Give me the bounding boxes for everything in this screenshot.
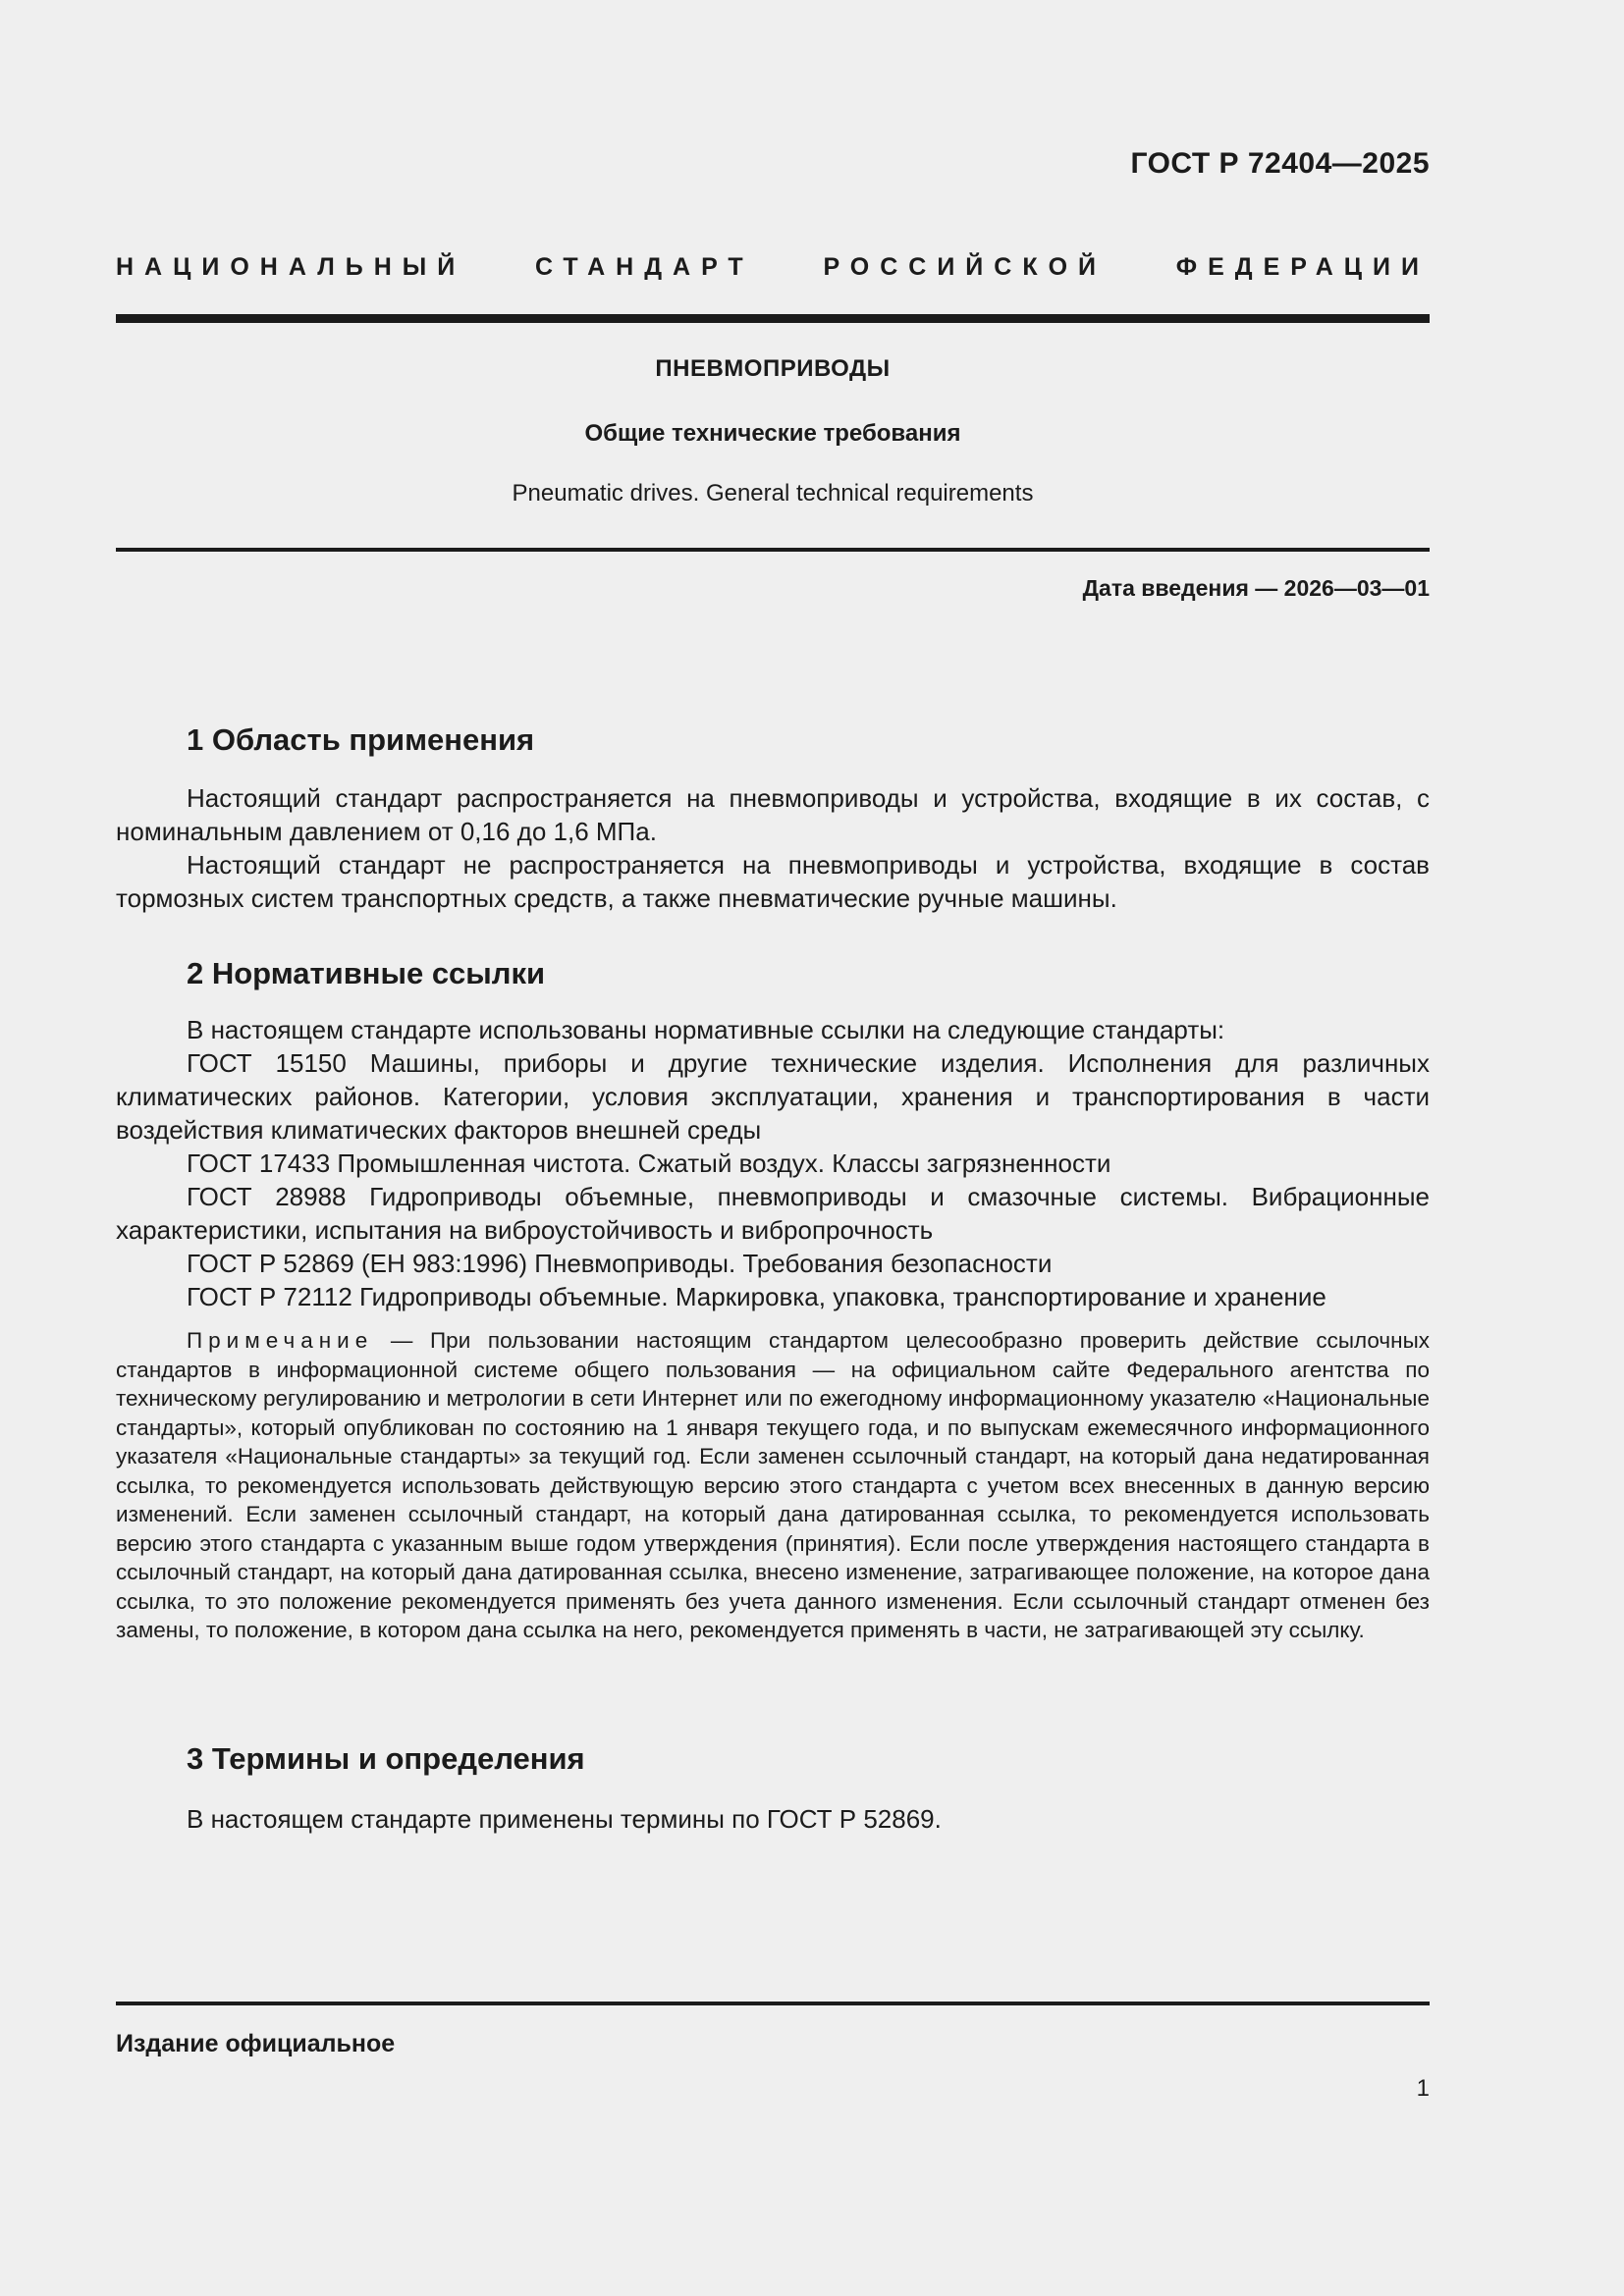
page-number: 1 [1416, 2075, 1430, 2102]
edition-label: Издание официальное [116, 2030, 396, 2057]
reference-item: ГОСТ 17433 Промышленная чистота. Сжатый воздух. Классы загрязненности [187, 1148, 1111, 1178]
note-text: — При пользовании настоящим стандартом целесообразно проверить действие ссылочных стандартов в информационной системе общего пользования — на официальном сайте Федерального агентства по техническому регулированию и метрологии в сети Интернет или по ежегодному информационному указателю «Национальные стандарты», который опубликован по состоянию на 1 января текущего года, и по выпускам ежемесячного информационного указателя «Национальные стандарты» за текущий год. Если заменен ссылочный стандарт, на который дана недатированная ссылка, то рекомендуется использовать действующую версию этого стандарта с учетом всех внесенных в данную версию изменений. Если заменен ссылочный стандарт, на который дана датированная ссылка, то рекомендуется использовать версию этого стандарта с указанным выше годом утверждения (принятия). Если после утверждения настоящего стандарта в ссылочный стандарт, на который дана датированная ссылка, внесено изменение, затрагивающее положение, на которое дана ссылка, то это положение рекомендуется применять без учета данного изменения. Если ссылочный стандарт отменен без замены, то положение, в котором дана ссылка на него, рекомендуется применять в части, не затрагивающей эту ссылку. [116, 1328, 1430, 1642]
section-1-paragraph: Настоящий стандарт распространяется на пневмоприводы и устройства, входящие в их состав, с номинальным давлением от 0,16 до 1,6 МПа. [116, 783, 1430, 846]
references-note [116, 1326, 1430, 1645]
title-divider [116, 548, 1430, 552]
section-3-heading: 3 Термины и определения [187, 1741, 585, 1776]
note-label: Примечание [187, 1328, 374, 1353]
section-3-paragraph: В настоящем стандарте применены термины по ГОСТ Р 52869. [187, 1804, 942, 1834]
reference-item: ГОСТ 15150 Машины, приборы и другие технические изделия. Исполнения для различных климатических районов. Категории, условия эксплуатации, хранения и транспортирования в части воздействия климатических факторов внешней среды [116, 1048, 1430, 1145]
gost-code: ГОСТ Р 72404—2025 [1130, 147, 1430, 180]
section-1-heading: 1 Область применения [187, 722, 535, 757]
top-divider [116, 314, 1430, 323]
section-2-heading: 2 Нормативные ссылки [187, 956, 546, 990]
section-1-body [116, 781, 1430, 915]
reference-item: ГОСТ 28988 Гидроприводы объемные, пневмоприводы и смазочные системы. Вибрационные характеристики, испытания на виброустойчивость и вибропрочность [116, 1182, 1430, 1245]
references-intro: В настоящем стандарте использованы нормативные ссылки на следующие стандарты: [187, 1015, 1225, 1044]
reference-item: ГОСТ Р 72112 Гидроприводы объемные. Маркировка, упаковка, транспортирование и хранение [187, 1282, 1326, 1311]
section-1-paragraph: Настоящий стандарт не распространяется на пневмоприводы и устройства, входящие в состав тормозных систем транспортных средств, а также пневматические ручные машины. [116, 850, 1430, 913]
section-3-body [116, 1802, 1430, 1836]
footer-divider [116, 2002, 1430, 2005]
document-subtitle: Общие технические требования [584, 420, 961, 447]
reference-item: ГОСТ Р 52869 (ЕН 983:1996) Пневмоприводы. Требования безопасности [187, 1249, 1053, 1278]
section-2-body [116, 1013, 1430, 1313]
document-title: ПНЕВМОПРИВОДЫ [655, 355, 891, 382]
document-title-english: Pneumatic drives. General technical requirements [512, 480, 1034, 507]
national-standard-title: НАЦИОНАЛЬНЫЙ СТАНДАРТ РОССИЙСКОЙ ФЕДЕРАЦИИ [116, 253, 1430, 281]
introduction-date: Дата введения — 2026—03—01 [1082, 575, 1430, 601]
